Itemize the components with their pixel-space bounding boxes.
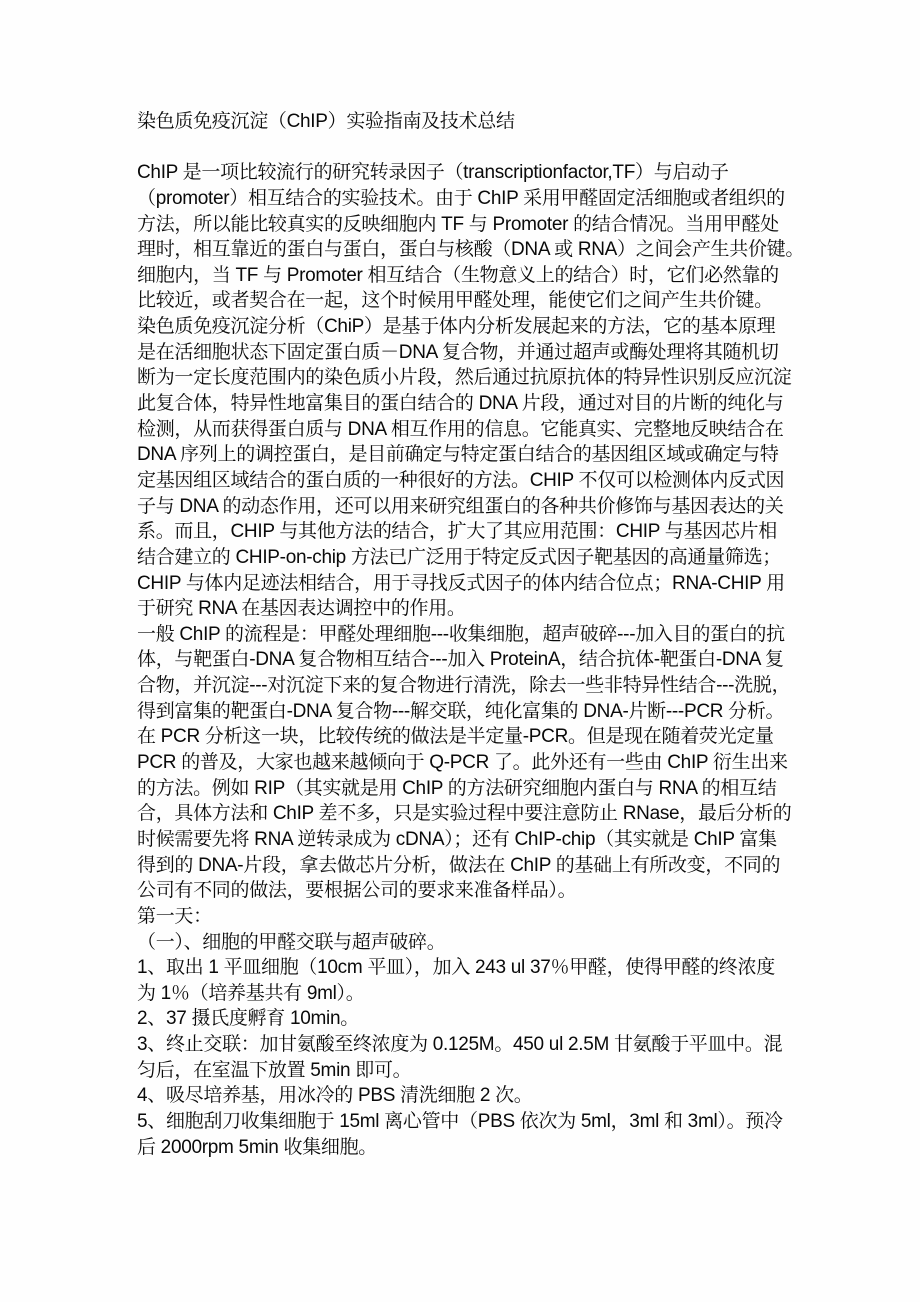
text-line: DNA 序列上的调控蛋白，是目前确定与特定蛋白结合的基因组区域或确定与特 xyxy=(137,444,779,466)
text-line: 体，与靶蛋白-DNA 复合物相互结合---加入 ProteinA，结合抗体-靶蛋白-DNA 复 xyxy=(137,649,784,671)
text-line: 结合建立的 CHIP-on-chip 方法已广泛用于特定反式因子靶基因的高通量筛选； xyxy=(137,546,781,568)
text-line: 时候需要先将 RNA 逆转录成为 cDNA）；还有 ChIP-chip（其实就是 ChIP 富集 xyxy=(137,828,777,850)
text-line: 此复合体，特异性地富集目的蛋白结合的 DNA 片段，通过对目的片断的纯化与 xyxy=(137,393,784,415)
text-line: 第一天： xyxy=(137,905,212,927)
text-line: 在 PCR 分析这一块，比较传统的做法是半定量-PCR。但是现在随着荧光定量 xyxy=(137,726,774,748)
text-line: 定基因组区域结合的蛋白质的一种很好的方法。CHIP 不仅可以检测体内反式因 xyxy=(137,469,785,491)
text-line: 的方法。例如 RIP（其实就是用 ChIP 的方法研究细胞内蛋白与 RNA 的相互结 xyxy=(137,777,777,799)
text-line: 方法，所以能比较真实的反映细胞内 TF 与 Promoter 的结合情况。当用甲醛处 xyxy=(137,213,779,235)
text-line: 理时，相互靠近的蛋白与蛋白，蛋白与核酸（DNA 或 RNA）之间会产生共价键。 xyxy=(137,239,805,261)
text-line: 得到富集的靶蛋白-DNA 复合物---解交联，纯化富集的 DNA-片断---PCR 分析。 xyxy=(137,700,785,722)
text-line: （promoter）相互结合的实验技术。由于 ChIP 采用甲醛固定活细胞或者组织的 xyxy=(137,187,785,209)
text-line: 后 2000rpm 5min 收集细胞。 xyxy=(137,1136,378,1158)
text-line: 3、终止交联：加甘氨酸至终浓度为 0.125M。450 ul 2.5M 甘氨酸于平皿中。混 xyxy=(137,1034,783,1056)
text-line: 子与 DNA 的动态作用，还可以用来研究组蛋白的各种共价修饰与基因表达的关 xyxy=(137,495,784,517)
text-line: 于研究 RNA 在基因表达调控中的作用。 xyxy=(137,598,466,620)
text-line: 染色质免疫沉淀分析（ChiP）是基于体内分析发展起来的方法，它的基本原理 xyxy=(137,316,776,338)
text-line: 比较近，或者契合在一起，这个时候用甲醛处理，能使它们之间产生共价键。 xyxy=(137,290,773,312)
text-line: 合物，并沉淀---对沉淀下来的复合物进行清洗，除去一些非特异性结合---洗脱， xyxy=(137,675,791,697)
text-line: （一）、细胞的甲醛交联与超声破碎。 xyxy=(137,931,446,953)
blank-line xyxy=(137,135,792,161)
text-line: 得到的 DNA-片段，拿去做芯片分析，做法在 ChIP 的基础上有所改变，不同的 xyxy=(137,854,781,876)
text-line: PCR 的普及，大家也越来越倾向于 Q-PCR 了。此外还有一些由 ChIP 衍生出来 xyxy=(137,752,788,774)
text-line: 4、吸尽培养基，用冰冷的 PBS 清洗细胞 2 次。 xyxy=(137,1085,533,1107)
text-line: 是在活细胞状态下固定蛋白质－DNA 复合物，并通过超声或酶处理将其随机切 xyxy=(137,341,779,363)
text-line: 公司有不同的做法，要根据公司的要求来准备样品）。 xyxy=(137,880,577,902)
text-line: 为 1％（培养基共有 9ml）。 xyxy=(137,982,365,1004)
text-line: CHIP 与体内足迹法相结合，用于寻找反式因子的体内结合位点；RNA-CHIP 用 xyxy=(137,572,785,594)
text-line: 1、取出 1 平皿细胞（10cm 平皿），加入 243 ul 37％甲醛，使得甲醛的终浓度 xyxy=(137,957,775,979)
document-page xyxy=(137,109,805,1160)
text-line: 检测，从而获得蛋白质与 DNA 相互作用的信息。它能真实、完整地反映结合在 xyxy=(137,418,784,440)
text-line: 5、细胞刮刀收集细胞于 15ml 离心管中（PBS 依次为 5ml，3ml 和 3ml）。预冷 xyxy=(137,1110,783,1132)
document-body xyxy=(137,160,805,1160)
text-line: 系。而且，CHIP 与其他方法的结合，扩大了其应用范围：CHIP 与基因芯片相 xyxy=(137,521,777,543)
text-line: 一般 ChIP 的流程是：甲醛处理细胞---收集细胞，超声破碎---加入目的蛋白的抗 xyxy=(137,623,785,645)
text-line: 断为一定长度范围内的染色质小片段，然后通过抗原抗体的特异性识别反应沉淀 xyxy=(137,367,792,389)
text-line: ChIP 是一项比较流行的研究转录因子（transcriptionfactor,TF）与启动子 xyxy=(137,162,729,184)
text-line: 合，具体方法和 ChIP 差不多，只是实验过程中要注意防止 RNase，最后分析的 xyxy=(137,803,792,825)
text-line: 细胞内，当 TF 与 Promoter 相互结合（生物意义上的结合）时，它们必然靠的 xyxy=(137,264,779,286)
document-title: 染色质免疫沉淀（ChIP）实验指南及技术总结 xyxy=(137,111,515,132)
text-line: 2、37 摄氏度孵育 10min。 xyxy=(137,1008,359,1030)
text-line: 匀后，在室温下放置 5min 即可。 xyxy=(137,1059,412,1081)
